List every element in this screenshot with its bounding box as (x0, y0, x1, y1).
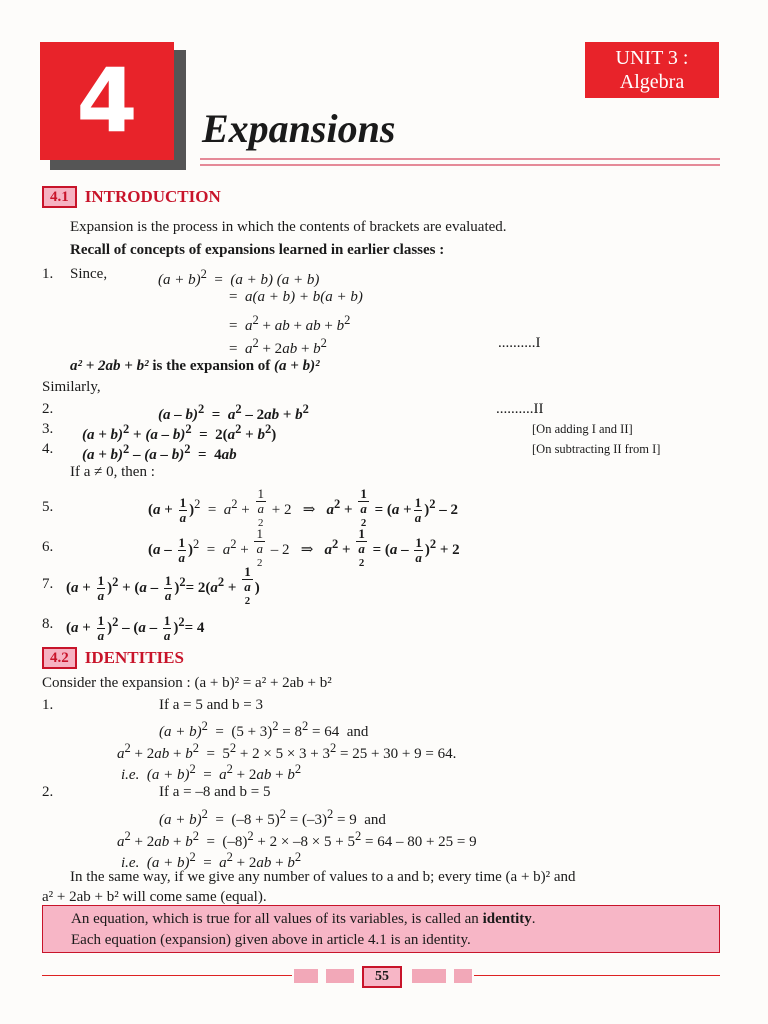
footer-block (412, 969, 446, 983)
example-1-line-1: $(a + b)^2 = (5 + 3)^2 = 8^2 = 64$ and (159, 719, 369, 740)
label-I: ..........I (498, 335, 541, 351)
item-number: 3. (42, 421, 54, 437)
result-expression: a² + 2ab + b² (70, 358, 149, 374)
identity-3: $(a + b)^2 + (a - b)^2 = 2(a^2 + b^2)$ (82, 422, 277, 443)
item-number: 7. (42, 576, 54, 592)
note-adding: [On adding I and II] (532, 422, 633, 436)
example-number: 2. (42, 784, 54, 800)
item-number: 5. (42, 499, 54, 515)
summary-line-1: In the same way, if we give any number of values to a and b; every time (a + b)² and (70, 869, 576, 885)
callout-keyword: identity (482, 911, 532, 927)
footer-block (454, 969, 472, 983)
section-heading-intro (42, 186, 221, 208)
item-number: 2. (42, 401, 54, 417)
condition-text: If a ≠ 0, then : (70, 464, 155, 480)
example-1-condition: If a = 5 and b = 3 (159, 697, 263, 713)
label-II: ..........II (496, 401, 544, 417)
identity-definition-callout (42, 905, 720, 953)
identity-7: (a + $\frac{1}{a}$ )$^2$ + (a – $\frac{1}{a}$ )$^2= 2(a^2$ + 1 a $^2$ ) (66, 563, 260, 607)
item-number: 8. (42, 616, 54, 632)
example-1-line-3: i.e. $(a + b)^2 = a^2 + 2ab + b^2$ (121, 762, 302, 783)
chapter-title: Expansions (202, 106, 396, 151)
item-number: 6. (42, 539, 54, 555)
example-2-line-3: i.e. $(a + b)^2 = a^2 + 2ab + b^2$ (121, 850, 302, 871)
identity-2: $(a - b)^2 = a^2 - 2ab + b^2$ (158, 402, 309, 423)
expansion-step-2: = a(a + b) + b(a + b) (229, 289, 363, 305)
page-number: 55 (362, 966, 402, 988)
example-number: 1. (42, 697, 54, 713)
summary-line-2: a² + 2ab + b² will come same (equal). (42, 889, 267, 905)
identity-5: (a + $\frac{1}{a}$ )$^2 = a^2$ + 1 a $^2$ + 2 ⇒ $a^2$ + 1 a $^2$ = (a + $\frac{1}{a}$ )$^2$ – 2 (148, 485, 458, 529)
section-title: IDENTITIES (84, 648, 184, 667)
footer-rule-right (474, 975, 720, 976)
result-text: is the expansion of (148, 358, 275, 374)
unit-subject: Algebra (619, 71, 685, 93)
section-title: INTRODUCTION (84, 187, 221, 206)
footer-rule-left (42, 975, 292, 976)
identity-8: (a + $\frac{1}{a}$ )$^2$ – (a – $\frac{1}{a}$ )$^2$= 4 (66, 613, 205, 644)
example-2-condition: If a = –8 and b = 5 (159, 784, 271, 800)
callout-period: . (531, 911, 536, 927)
section-heading-identities (42, 647, 184, 669)
example-2-line-1: $(a + b)^2 = (-8 + 5)^2 = (-3)^2 = 9$ and (159, 807, 386, 828)
example-2-line-2: $a^2 + 2ab + b^2 = (-8)^2 + 2 \times -8 \times 5 + 5^2 = 64 - 80 + 25 = 9$ (117, 829, 477, 850)
title-rule (200, 158, 720, 166)
note-subtracting: [On subtracting II from I] (532, 442, 661, 456)
callout-line-2: Each equation (expansion) given above in article 4.1 is an identity. (71, 932, 471, 948)
chapter-number: 4 (40, 42, 174, 160)
unit-badge (585, 42, 719, 98)
expansion-step-4: = $a^2 + 2ab + b^2$ (229, 336, 327, 357)
identity-4: $(a + b)^2 - (a - b)^2 = 4ab$ (82, 442, 237, 463)
item-number: 4. (42, 441, 54, 457)
callout-text: An equation, which is true for all values of its variables, is called an (71, 911, 483, 927)
example-1-line-2: $a^2 + 2ab + b^2 = 5^2 + 2 \times 5 \times 3 + 3^2 = 25 + 30 + 9 = 64$. (117, 741, 457, 762)
expansion-result (70, 355, 320, 377)
result-of: (a + b)² (274, 358, 320, 374)
since-label: Since, (70, 266, 108, 282)
chapter-number-block (40, 42, 186, 170)
callout-line-1 (71, 909, 691, 930)
footer-block (294, 969, 318, 983)
identity-6: (a – $\frac{1}{a}$ )$^2 = a^2$ + 1 a $^2$ – 2 ⇒ $a^2$ + 1 a $^2$ = (a – $\frac{1}{a}$ )$^2$ + 2 (148, 525, 460, 569)
similarly-label: Similarly, (42, 379, 101, 395)
unit-label: UNIT 3 : (615, 47, 689, 69)
recall-text: Recall of concepts of expansions learned in earlier classes : (70, 242, 445, 258)
section-number: 4.1 (42, 186, 77, 208)
item-number: 1. (42, 266, 54, 282)
intro-text: Expansion is the process in which the contents of brackets are evaluated. (70, 219, 507, 235)
expansion-step-1: $(a + b)^2 = (a + b)$ (a + b) (158, 267, 320, 288)
section-number: 4.2 (42, 647, 77, 669)
expansion-step-3: = $a^2$ + ab + ab + $b^2$ (229, 313, 351, 334)
footer-block (326, 969, 354, 983)
consider-text: Consider the expansion : (a + b)² = a² + 2ab + b² (42, 675, 332, 691)
